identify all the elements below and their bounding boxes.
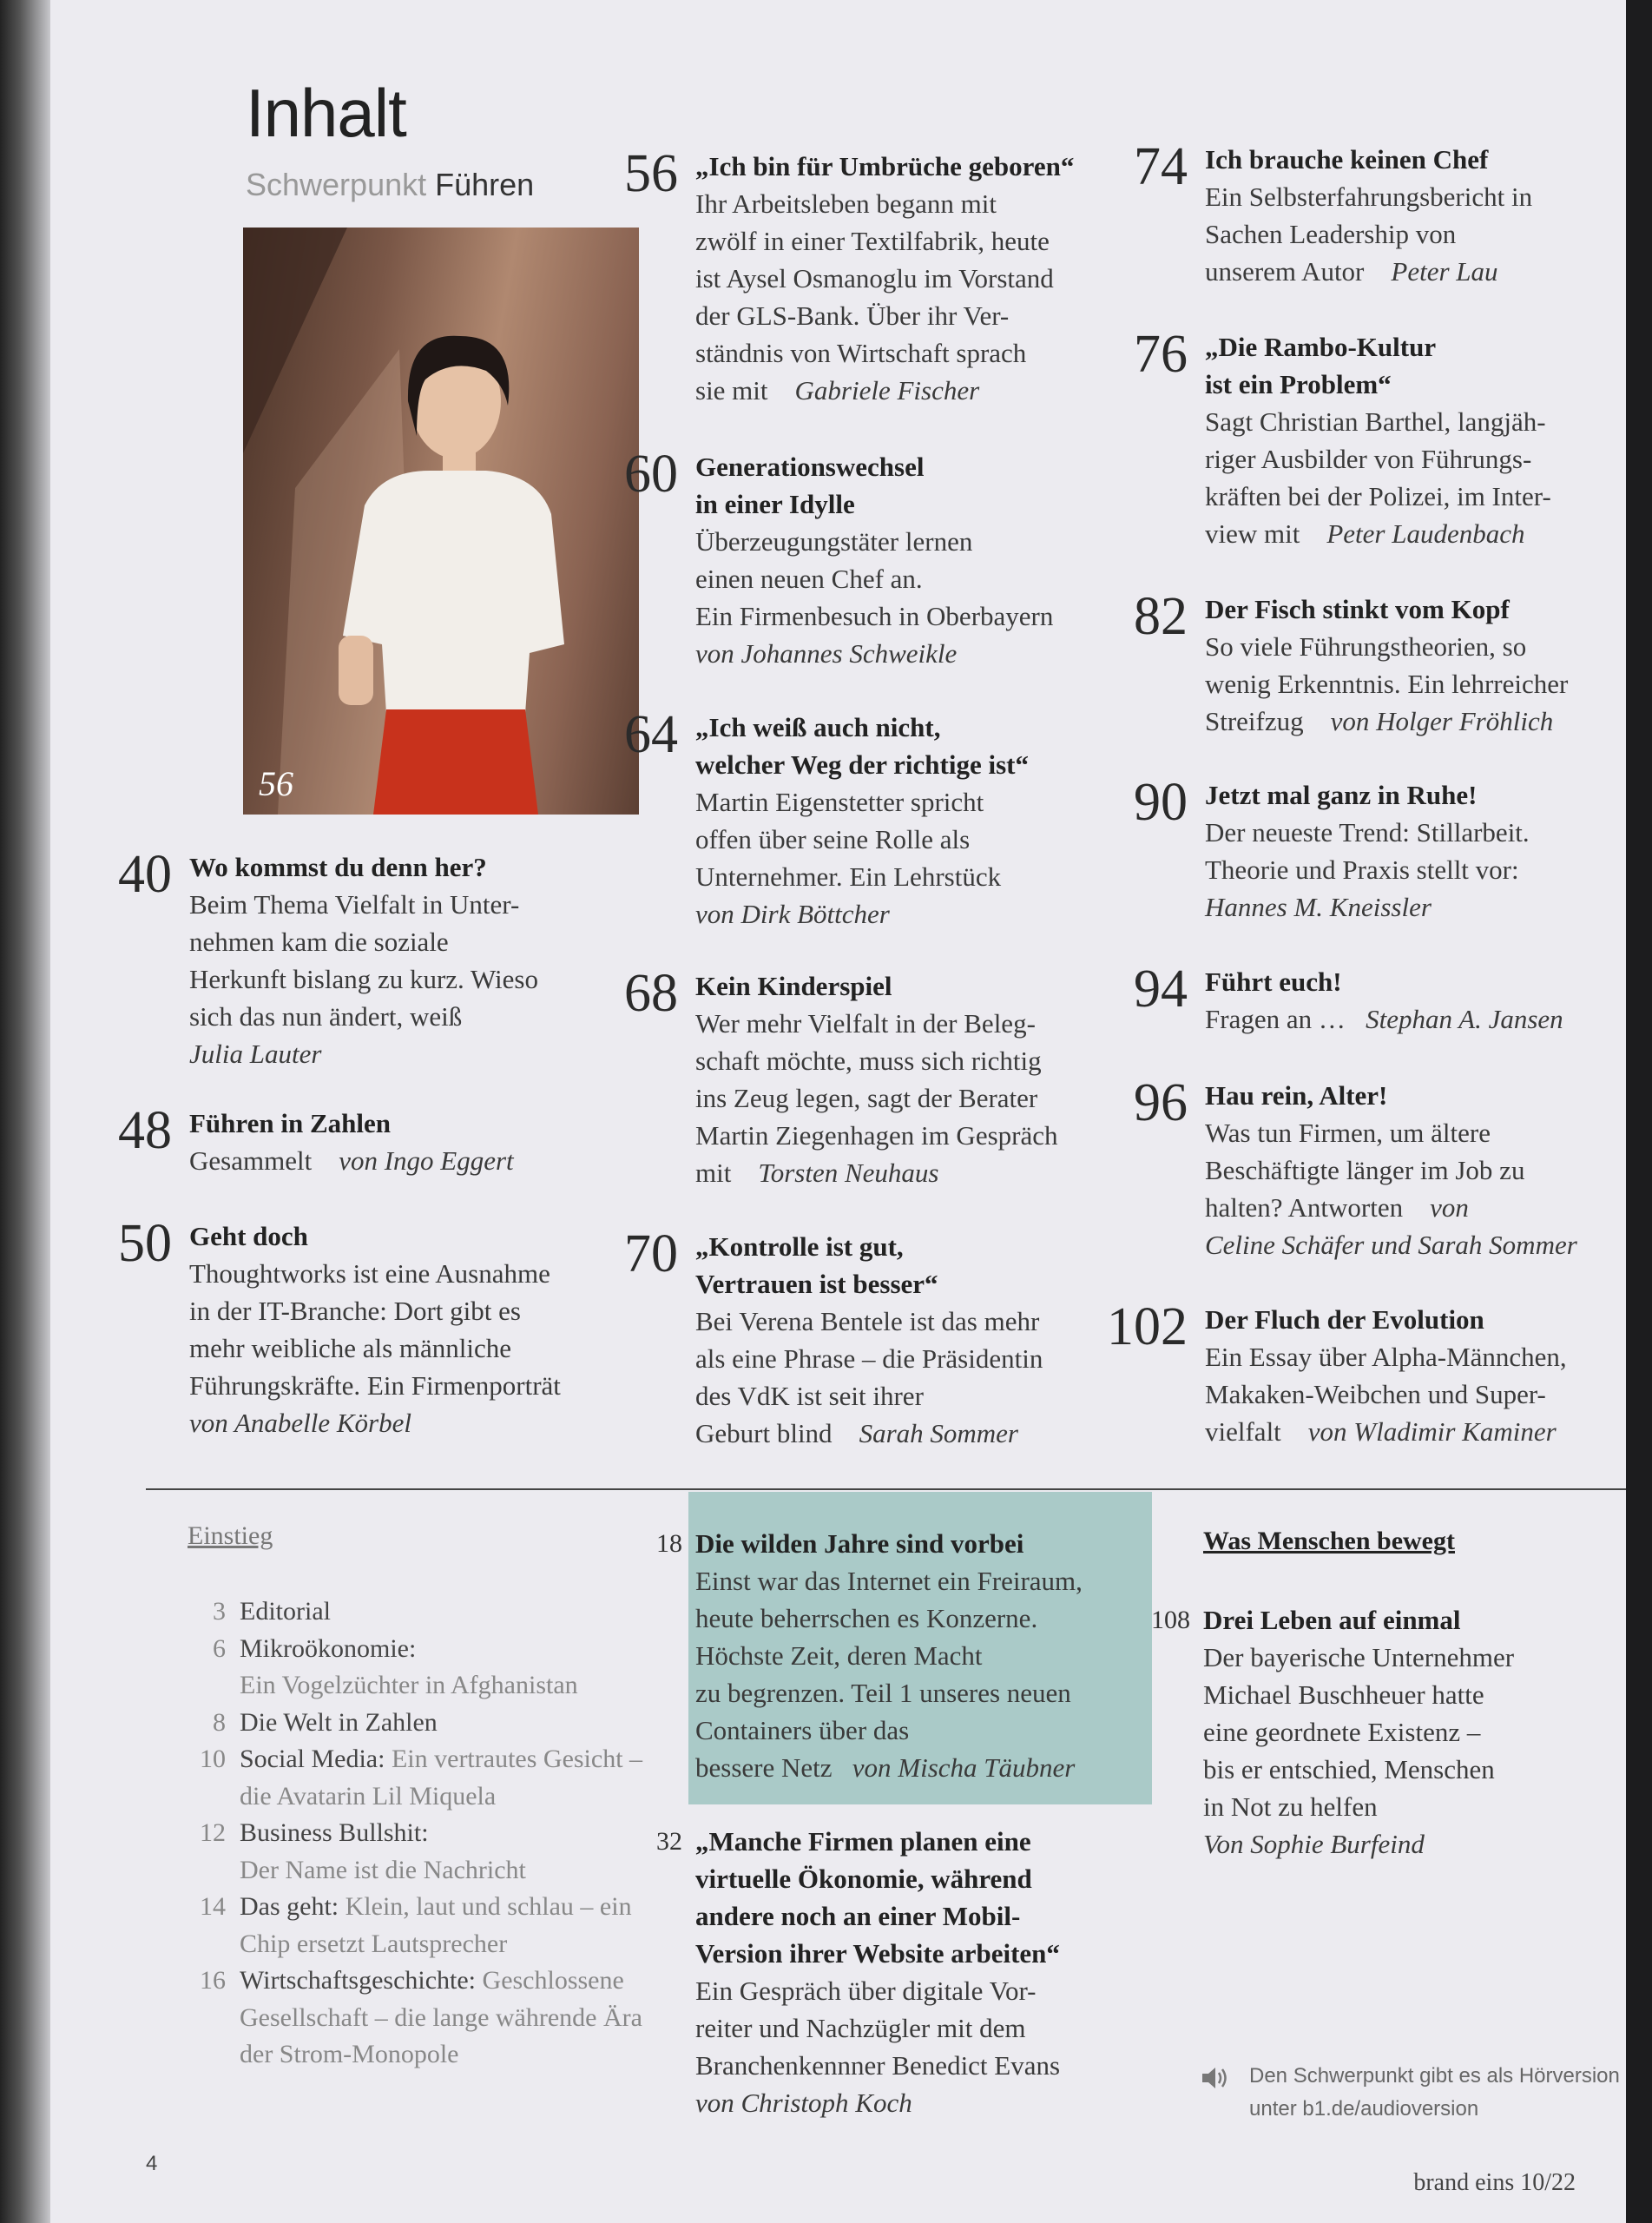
entry-author: von Holger Fröhlich [1330,706,1554,736]
page-edge [0,0,50,2223]
item-key: Die Welt in Zahlen [240,1707,438,1737]
toc-entry[interactable] [656,1823,1147,2121]
item-sub: Ein vertrautes Gesicht – die Avatarin Lil Miquela [240,1745,643,1811]
entry-body: Thoughtworks ist eine Ausnahme in der IT-Branche: Dort gibt es mehr weibliche als männliche Führungskräfte. Ein Firmenporträt [189,1258,561,1401]
item-sub: Der Name ist die Nachricht [240,1855,526,1884]
entry-heading: Führt euch! [1205,966,1342,997]
entry-author: von Mischa Täubner [852,1752,1076,1783]
toc-entry[interactable] [1134,1073,1613,1263]
speaker-icon [1201,2065,1232,2091]
item-page: 3 [213,1597,226,1626]
entry-page-number: 68 [624,964,678,1023]
entry-author: Sarah Sommer [859,1418,1018,1448]
toc-entry[interactable] [1151,1601,1611,1863]
entry-author: von Wladimir Kaminer [1307,1416,1557,1447]
portrait-illustration [243,228,639,815]
entry-heading: Führen in Zahlen [189,1108,392,1138]
entry-heading: „Ich bin für Umbrüche geboren“ [695,151,1075,181]
entry-author: Julia Lauter [189,1039,322,1069]
entry-author: von Celine Schäfer und Sarah Sommer [1205,1192,1577,1260]
item-page: 8 [213,1707,226,1737]
entry-page-number: 74 [1134,137,1188,196]
entry-heading: Der Fluch der Evolution [1205,1304,1484,1335]
entry-body: Was tun Firmen, um ältere Beschäftigte länger im Job zu halten? Antworten [1205,1118,1525,1223]
entry-heading: Kein Kinderspiel [695,971,892,1001]
entry-page-number: 50 [118,1214,172,1273]
page-number: 4 [146,2152,158,2175]
entry-author: Peter Lau [1391,256,1498,287]
entry-page-number: 108 [1151,1606,1190,1634]
entry-page-number: 48 [118,1101,172,1160]
toc-entry[interactable] [118,1101,675,1179]
entry-author: Hannes M. Kneissler [1205,892,1432,922]
entry-author: Gabriele Fischer [794,375,980,406]
entry-page-number: 56 [624,144,678,203]
entry-heading: Geht doch [189,1221,308,1251]
item-page: 16 [200,1966,226,1995]
toc-entry[interactable] [624,144,1138,409]
item-key: Mikroökonomie: [240,1633,417,1663]
entry-author: von Christoph Koch [695,2088,912,2118]
entry-author: Torsten Neuhaus [758,1158,939,1188]
entry-author: von Ingo Eggert [339,1145,514,1176]
entry-heading: Die wilden Jahre sind vorbei [695,1528,1024,1559]
audio-note[interactable] [1201,2060,1620,2126]
entry-author: Stephan A. Jansen [1366,1004,1563,1034]
toc-entry[interactable] [1107,1297,1613,1450]
entry-body: Gesammelt [189,1145,313,1176]
entry-page-number: 94 [1134,960,1188,1019]
item-page: 12 [200,1818,226,1847]
brand-footer: brand eins 10/22 [1413,2169,1576,2196]
item-page: 10 [200,1745,226,1773]
entry-heading: Jetzt mal ganz in Ruhe! [1205,780,1478,810]
entry-body: Martin Eigenstetter spricht offen über seine Rolle als Unternehmer. Ein Lehrstück [695,787,1002,892]
entry-body: Bei Verena Bentele ist das mehr als eine Phrase – die Präsidentin des VdK ist seit ihrer Geburt blind [695,1306,1043,1448]
toc-entry[interactable] [1134,325,1613,552]
item-key: Editorial [240,1597,331,1626]
entry-body: Wer mehr Vielfalt in der Beleg- schaft möchte, muss sich richtig ins Zeug legen, sagt der Berater Martin Ziegenhagen im Gespräch mit [695,1008,1058,1188]
entry-body: Ihr Arbeitsleben begann mit zwölf in einer Textilfabrik, heute ist Aysel Osmanoglu im Vorstand der GLS-Bank. Über ihr Ver- ständnis von Wirtschaft sprach sie mit [695,188,1054,406]
entry-page-number: 64 [624,705,678,764]
subtitle-strong: Führen [435,167,535,202]
entry-page-number: 102 [1107,1297,1188,1356]
item-page: 6 [213,1633,226,1663]
entry-body: Der bayerische Unternehmer Michael Buschheuer hatte eine geordnete Existenz – bis er entschied, Menschen in Not zu helfen [1203,1642,1515,1822]
entry-author: von Dirk Böttcher [695,899,890,929]
entry-body: So viele Führungstheorien, so wenig Erkenntnis. Ein lehrreicher Streifzug [1205,631,1569,736]
entry-heading: Generationswechsel in einer Idylle [695,452,925,519]
toc-entry[interactable] [656,1525,1138,1786]
was-menschen-heading: Was Menschen bewegt [1203,1527,1455,1555]
einstieg-list [189,1593,675,2074]
entry-page-number: 82 [1134,587,1188,646]
list-item[interactable] [189,1815,675,1889]
toc-entry[interactable] [1134,137,1613,290]
entry-page-number: 18 [656,1529,682,1558]
toc-entry[interactable] [1134,587,1613,740]
toc-entry[interactable] [624,1224,1138,1452]
entry-heading: Wo kommst du denn her? [189,852,487,882]
item-key: Das geht: [240,1892,339,1921]
entry-heading: Hau rein, Alter! [1205,1080,1388,1111]
entry-heading: „Manche Firmen planen eine virtuelle Ökonomie, während andere noch an einer Mobil- Version ihrer Website arbeiten“ [695,1826,1060,1969]
entry-body: Ein Selbsterfahrungsbericht in Sachen Leadership von unserem Autor [1205,181,1533,287]
entry-author: Von Sophie Burfeind [1203,1829,1425,1859]
item-key: Social Media: [240,1745,385,1773]
list-item[interactable] [189,1593,675,1631]
entry-heading: Der Fisch stinkt vom Kopf [1205,594,1510,624]
entry-body: Fragen an … [1205,1004,1346,1034]
item-key: Business Bullshit: [240,1818,429,1847]
entry-heading: „Kontrolle ist gut, Vertrauen ist besser“ [695,1231,938,1299]
toc-entry[interactable] [624,705,1138,933]
toc-entry[interactable] [1134,960,1613,1038]
entry-page-number: 90 [1134,773,1188,832]
entry-page-number: 60 [624,445,678,504]
entry-heading: Drei Leben auf einmal [1203,1605,1461,1635]
toc-page [50,0,1626,2223]
audio-note-text: Den Schwerpunkt gibt es als Hörversion unter b1.de/audioversion [1249,2064,1620,2121]
entry-body: Überzeugungstäter lernen einen neuen Chef an. Ein Firmenbesuch in Oberbayern [695,526,1054,631]
entry-heading: „Ich weiß auch nicht, welcher Weg der richtige ist“ [695,712,1029,780]
subtitle-light: Schwerpunkt [246,167,427,202]
toc-entry[interactable] [624,445,1138,672]
item-page: 14 [200,1892,226,1921]
item-key: Wirtschaftsgeschichte: [240,1966,477,1995]
list-item[interactable] [189,1741,675,1815]
entry-author: von Anabelle Körbel [189,1408,411,1438]
entry-author: Peter Laudenbach [1326,518,1525,549]
entry-body: Der neueste Trend: Stillarbeit. Theorie und Praxis stellt vor: [1205,817,1530,885]
entry-body: Sagt Christian Barthel, langjäh- riger Ausbilder von Führungs- kräften bei der Polizei, im Inter- view mit [1205,406,1551,549]
item-sub: Geschlossene Gesellschaft – die lange währende Ära der Strom-Monopole [240,1966,642,2068]
photo-page-number: 56 [259,764,293,803]
entry-body: Ein Essay über Alpha-Männchen, Makaken-Weibchen und Super- vielfalt [1205,1342,1567,1447]
entry-body: Beim Thema Vielfalt in Unter- nehmen kam die soziale Herkunft bislang zu kurz. Wieso sich das nun ändert, weiß [189,889,538,1032]
einstieg-heading: Einstieg [188,1521,273,1550]
toc-entry[interactable] [624,964,1138,1191]
list-item[interactable] [189,1962,675,2074]
entry-body: Einst war das Internet ein Freiraum, heute beherrschen es Konzerne. Höchste Zeit, deren Macht zu begrenzen. Teil 1 unseres neuen Containers über das bessere Netz [695,1566,1083,1783]
entry-page-number: 76 [1134,325,1188,384]
entry-author: von Johannes Schweikle [695,638,958,669]
entry-page-number: 32 [656,1827,682,1856]
entry-body: Ein Gespräch über digitale Vor- reiter und Nachzügler mit dem Branchenkennner Benedict Evans [695,1976,1061,2081]
entry-heading: „Die Rambo-Kultur ist ein Problem“ [1205,332,1437,399]
section-divider [146,1488,1626,1490]
entry-page-number: 40 [118,845,172,904]
item-sub: Klein, laut und schlau – ein Chip ersetzt Lautsprecher [240,1892,632,1958]
list-item[interactable] [189,1705,675,1742]
toc-entry[interactable] [118,845,675,1072]
entry-page-number: 96 [1134,1073,1188,1132]
section-subtitle [246,167,534,203]
toc-entry[interactable] [1134,773,1613,926]
entry-page-number: 70 [624,1224,678,1283]
list-item[interactable] [189,1631,675,1705]
page-title: Inhalt [246,75,406,151]
cover-photo [243,228,639,815]
list-item[interactable] [189,1889,675,1962]
entry-heading: Ich brauche keinen Chef [1205,144,1489,175]
item-sub: Ein Vogelzüchter in Afghanistan [240,1671,578,1699]
